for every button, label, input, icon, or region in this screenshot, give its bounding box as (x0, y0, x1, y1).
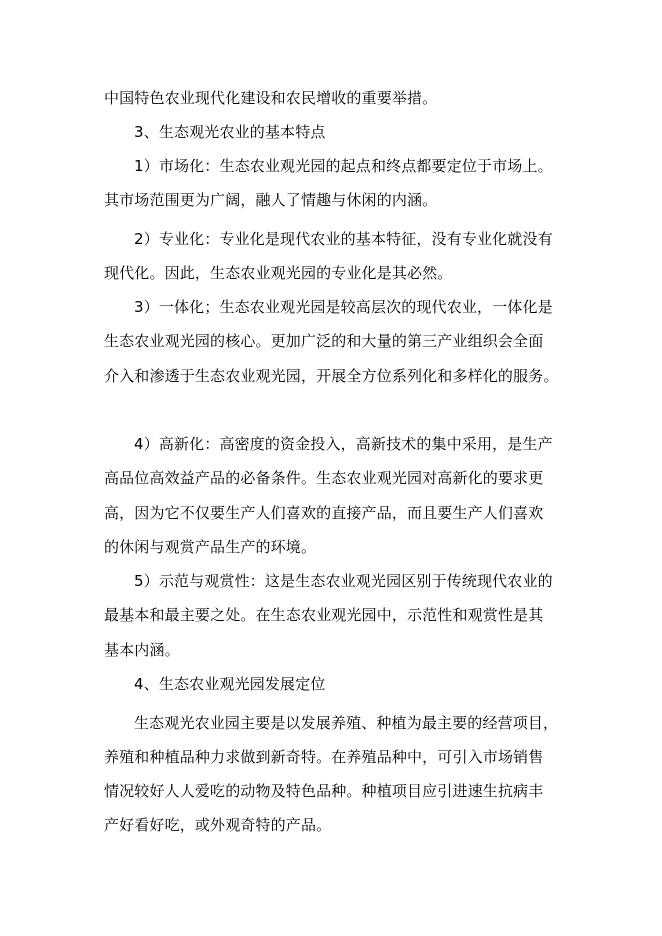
text-line: 生态农业观光园的核心。更加广泛的和大量的第三产业组织会全面 (104, 332, 544, 350)
text-line: 中国特色农业现代化建设和农民增收的重要举措。 (104, 89, 438, 107)
text-line: 养殖和种植品种力求做到新奇特。在养殖品种中，可引入市场销售 (104, 748, 544, 766)
text-line: 1）市场化：生态农业观光园的起点和终点都要定位于市场上。 (134, 157, 553, 175)
text-line: 生态观光农业园主要是以发展养殖、种植为最主要的经营项目， (134, 714, 559, 732)
section-heading: 3、生态观光农业的基本特点 (134, 123, 326, 141)
text-line: 现代化。因此，生态农业观光园的专业化是其必然。 (104, 264, 453, 282)
text-line: 的休闲与观赏产品生产的环境。 (104, 538, 317, 556)
text-line: 高，因为它不仅要生产人们喜欢的直接产品，而且要生产人们喜欢 (104, 504, 544, 522)
text-line: 2）专业化：专业化是现代农业的基本特征，没有专业化就没有 (134, 230, 553, 248)
text-line: 最基本和最主要之处。在生态农业观光园中，示范性和观赏性是其 (104, 606, 544, 624)
text-line: 其市场范围更为广阔，融人了情趣与休闲的内涵。 (104, 191, 438, 209)
text-line: 介入和渗透于生态农业观光园，开展全方位系列化和多样化的服务。 (104, 367, 559, 385)
text-line: 情况较好人人爱吃的动物及特色品种。种植项目应引进速生抗病丰 (104, 782, 544, 800)
text-line: 4）高新化：高密度的资金投入，高新技术的集中采用，是生产 (134, 435, 553, 453)
text-line: 高品位高效益产品的必备条件。生态农业观光园对高新化的要求更 (104, 469, 544, 487)
text-line: 3）一体化；生态农业观光园是较高层次的现代农业，一体化是 (134, 298, 553, 316)
text-line: 产好看好吃，或外观奇特的产品。 (104, 816, 332, 834)
section-heading: 4、生态农业观光园发展定位 (134, 675, 326, 693)
text-line: 5）示范与观赏性：这是生态农业观光园区别于传统现代农业的 (134, 572, 553, 590)
text-line: 基本内涵。 (104, 641, 180, 659)
